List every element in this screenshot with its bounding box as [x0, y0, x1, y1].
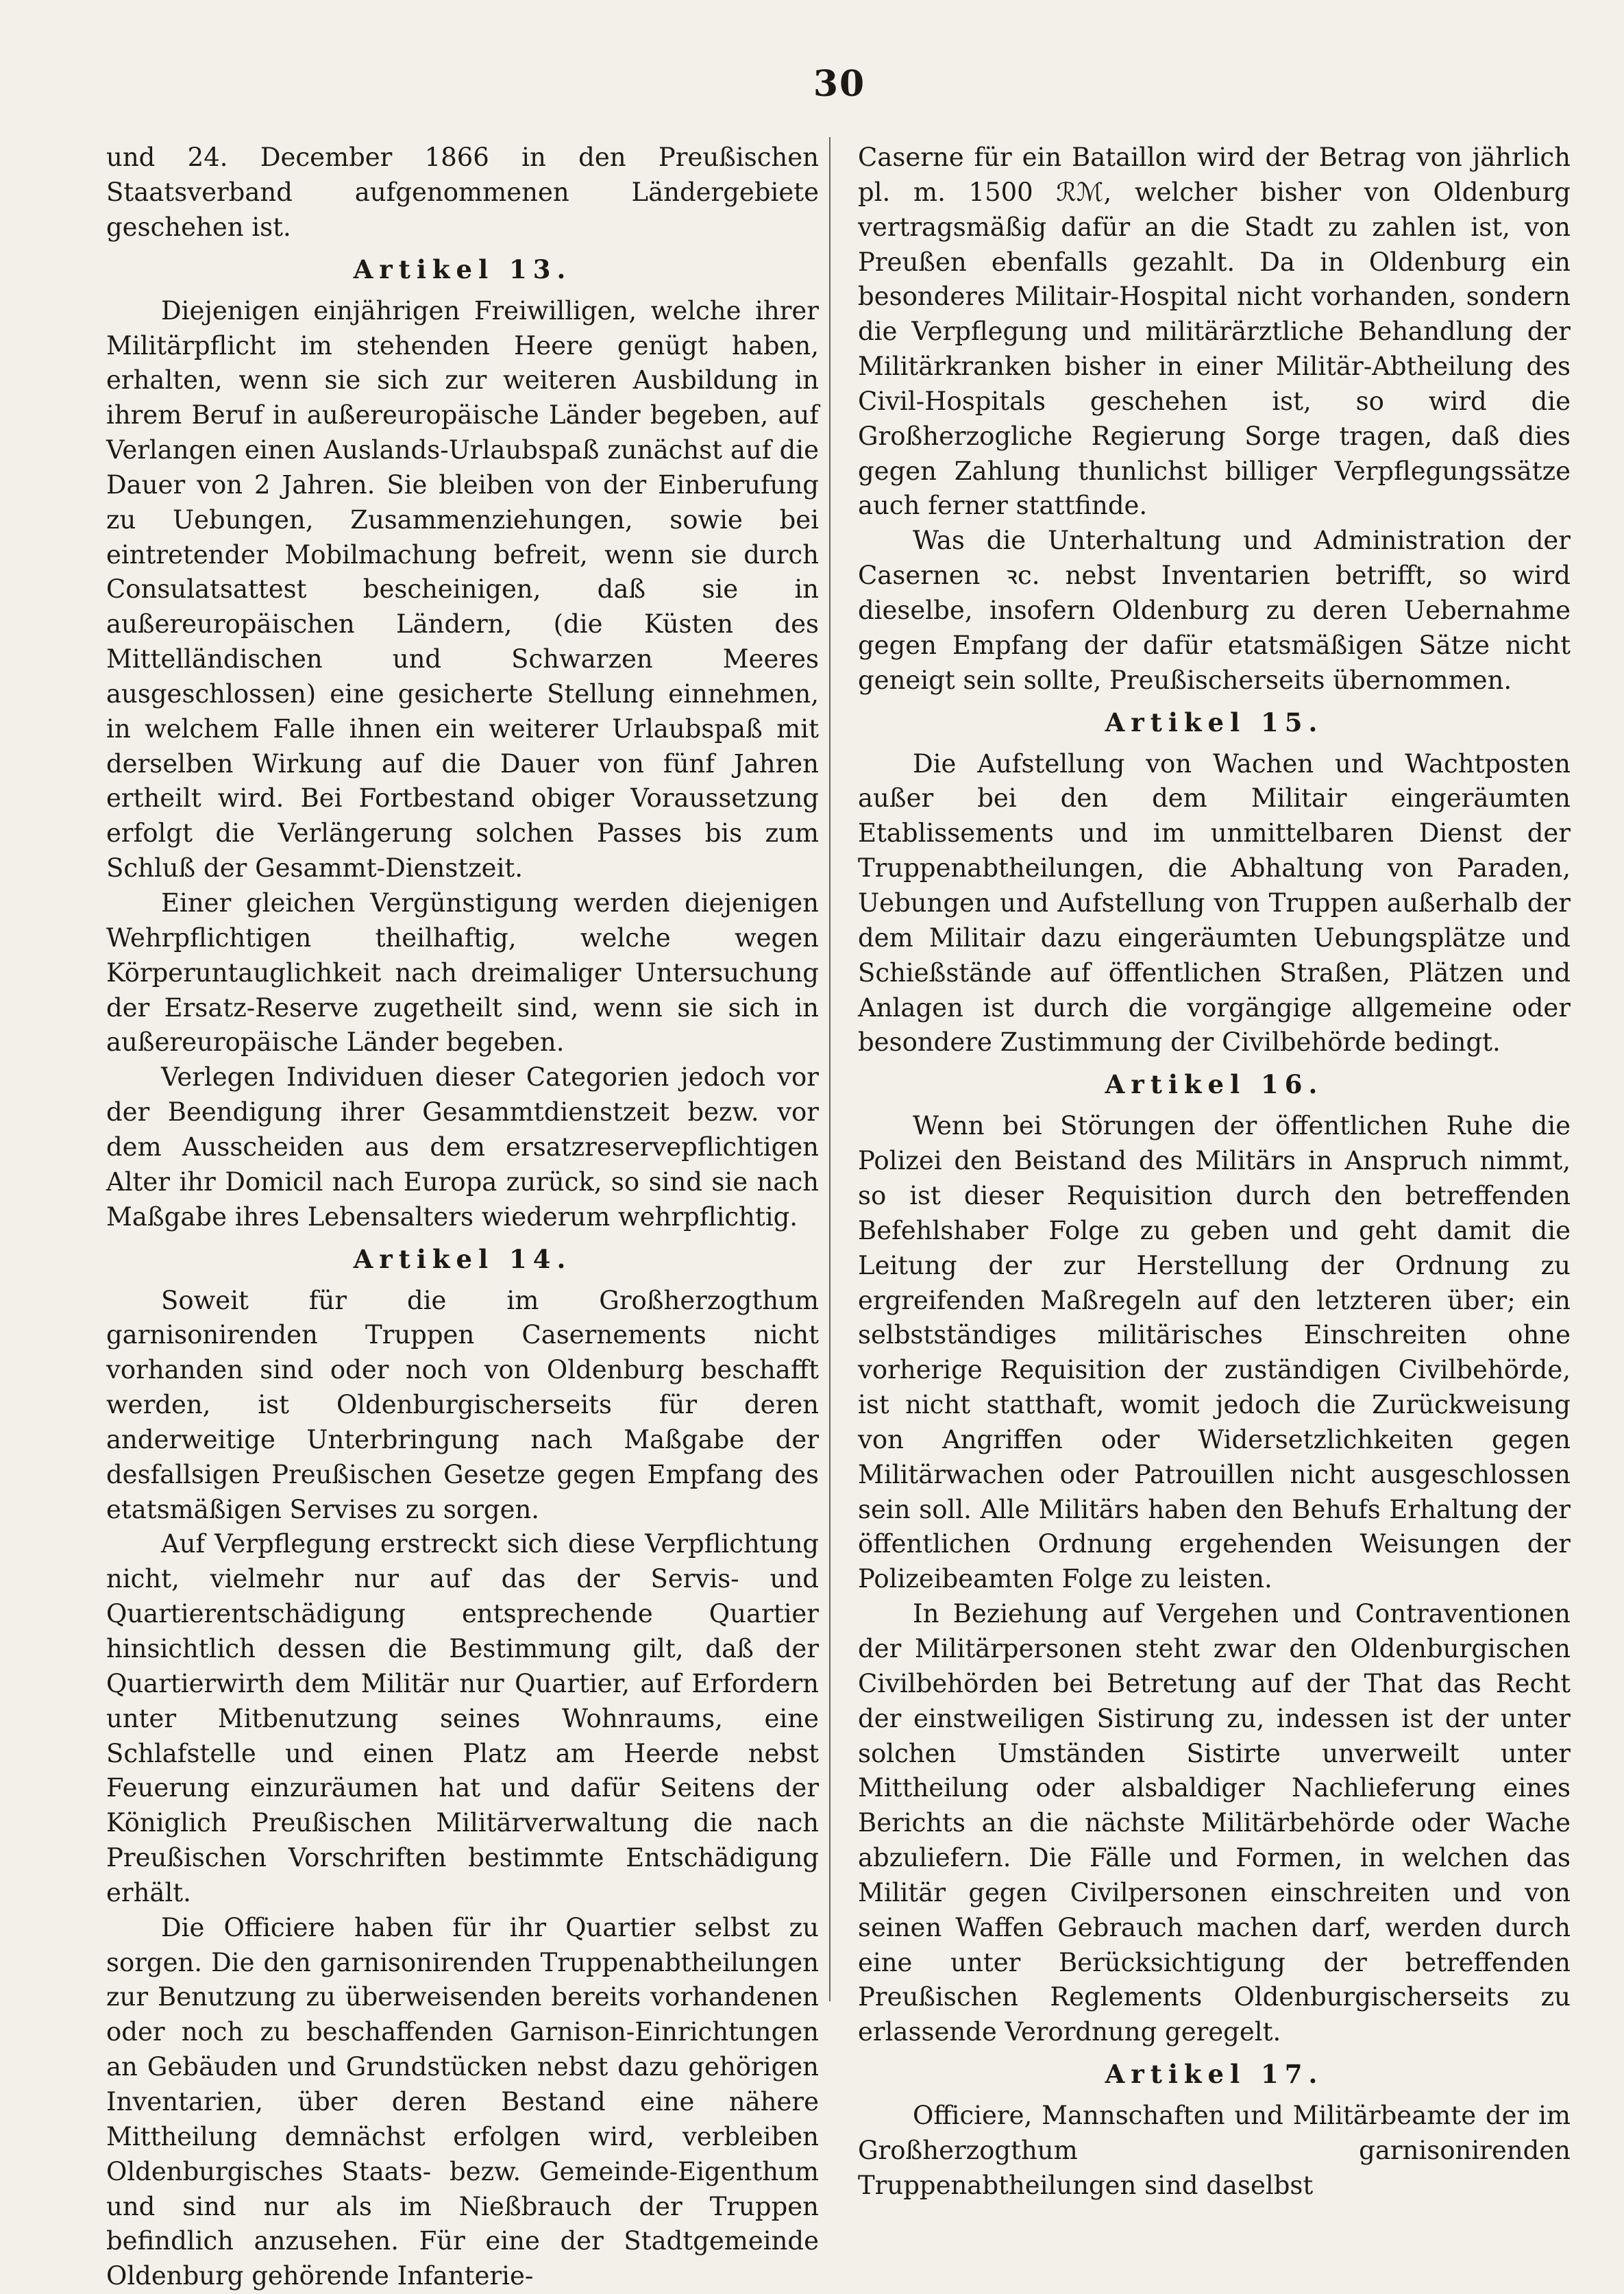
article-13-heading: Artikel 13. — [353, 254, 572, 284]
left-column — [106, 141, 819, 2294]
column-divider — [829, 137, 831, 2001]
article-16-paragraph-1: Wenn bei Störungen der öffentlichen Ruhe die Polizei den Beistand des Militärs in Anspruch nimmt, so ist dieser Requisition durch den betreffenden Befehlshaber Folge zu geben und geht damit die Leitung der zur Herstellung der Ordnung zu ergreifenden Maßregeln auf den letzteren über; ein selbstständiges militärisches Einschreiten ohne vorherige Requisition der zuständigen Civilbehörde, ist nicht statthaft, womit jedoch die Zurückweisung von Angriffen oder Widersetzlichkeiten gegen Militärwachen oder Patrouillen nicht ausgeschlossen sein soll. Alle Militärs haben den Behufs Erhaltung der öffentlichen Ordnung ergehenden Weisungen der Polizeibeamten Folge zu leisten. — [858, 1111, 1571, 1594]
article-15-paragraph-1: Die Aufstellung von Wachen und Wachtposten außer bei den dem Militair eingeräumten Etablissements und im unmittelbaren Dienst der Truppenabtheilungen, die Abhaltung von Paraden, Uebungen und Aufstellung von Truppen außerhalb der dem Militair dazu eingeräumten Uebungsplätze und Schießstände auf öffentlichen Straßen, Plätzen und Anlagen ist durch die vorgängige allgemeine oder besondere Zustimmung der Civilbehörde bedingt. — [858, 748, 1571, 1058]
article-14-paragraph-3: Die Officiere haben für ihr Quartier selbst zu sorgen. Die den garnisonirenden Truppenabtheilungen zur Benutzung zu überweisenden bereits vorhandenen oder noch zu beschaffenden Garnison-Einrichtungen an Gebäuden und Grundstücken nebst dazu gehörigen Inventarien, über deren Bestand eine nähere Mittheilung demnächst erfolgen wird, verbleiben Oldenburgisches Staats- bezw. Gemeinde-Eigenthum und sind nur als im Nießbrauch der Truppen befindlich anzusehen. Für eine der Stadtgemeinde Oldenburg gehörende Infanterie- — [106, 1912, 819, 2291]
article-14-paragraph-2: Auf Verpflegung erstreckt sich diese Verpflichtung nicht, vielmehr nur auf das der Servis- und Quartierentschädigung entsprechende Quartier hinsichtlich dessen die Bestimmung gilt, daß der Quartierwirth dem Militär nur Quartier, auf Erfordern unter Mitbenutzung seines Wohnraums, eine Schlafstelle und einen Platz am Heerde nebst Feuerung einzuräumen hat und dafür Seitens der Königlich Preußischen Militärverwaltung die nach Preußischen Vorschriften bestimmte Entschädigung erhält. — [106, 1529, 819, 1907]
article-17-heading: Artikel 17. — [1105, 2059, 1324, 2090]
article-14-heading: Artikel 14. — [353, 1243, 572, 1274]
intro-paragraph: und 24. December 1866 in den Preußischen Staatsverband aufgenommenen Ländergebiete geschehen ist. — [106, 143, 819, 242]
article-16-heading: Artikel 16. — [1105, 1069, 1324, 1100]
page-number: 30 — [813, 63, 866, 105]
article-14-paragraph-1: Soweit für die im Großherzogthum garnisonirenden Truppen Casernements nicht vorhanden sind oder noch von Oldenburg beschafft werden, ist Oldenburgischerseits für deren anderweitige Unterbringung nach Maßgabe der desfallsigen Preußischen Gesetze gegen Empfang des etatsmäßigen Servises zu sorgen. — [106, 1285, 819, 1524]
continuation-paragraph-1: Caserne für ein Bataillon wird der Betrag von jährlich pl. m. 1500 ℛℳ, welcher bisher von Oldenburg vertragsmäßig dafür an die Stadt zu zahlen ist, von Preußen ebenfalls gezahlt. Da in Oldenburg ein besonderes Militair-Hospital nicht vorhanden, sondern die Verpflegung und militärärztliche Behandlung der Militärkranken bisher in einer Militär-Abtheilung des Civil-Hospitals geschehen ist, so wird die Großherzogliche Regierung Sorge tragen, daß dies gegen Zahlung thunlichst billiger Verpflegungssätze auch ferner stattfinde. — [858, 143, 1571, 521]
article-13-paragraph-1: Diejenigen einjährigen Freiwilligen, welche ihrer Militärpflicht im stehenden Heere genügt haben, erhalten, wenn sie sich zur weiteren Ausbildung in ihrem Beruf in außereuropäische Länder begeben, auf Verlangen einen Auslands-Urlaubspaß zunächst auf die Dauer von 2 Jahren. Sie bleiben von der Einberufung zu Uebungen, Zusammenziehungen, sowie bei eintretender Mobilmachung befreit, wenn sie durch Consulatsattest bescheinigen, daß sie in außereuropäischen Ländern, (die Küsten des Mittelländischen und Schwarzen Meeres ausgeschlossen) eine gesicherte Stellung einnehmen, in welchem Falle ihnen ein weiterer Urlaubspaß mit derselben Wirkung auf die Dauer von fünf Jahren ertheilt wird. Bei Fortbestand obiger Voraussetzung erfolgt die Verlängerung solchen Passes bis zum Schluß der Gesammt-Dienstzeit. — [106, 295, 819, 883]
article-15-heading: Artikel 15. — [1105, 707, 1324, 737]
continuation-paragraph-2: Was die Unterhaltung und Administration der Casernen ꝛc. nebst Inventarien betrifft, so wird dieselbe, insofern Oldenburg zu deren Uebernahme gegen Empfang der dafür etatsmäßigen Sätze nicht geneigt sein sollte, Preußischerseits übernommen. — [858, 526, 1571, 695]
article-17-paragraph-1: Officiere, Mannschaften und Militärbeamte der im Großherzogthum garnisonirenden Truppenabtheilungen sind daselbst — [858, 2101, 1571, 2200]
right-column — [858, 141, 1571, 2204]
article-13-paragraph-2: Einer gleichen Vergünstigung werden diejenigen Wehrpflichtigen theilhaftig, welche wegen Körperuntauglichkeit nach dreimaliger Untersuchung der Ersatz-Reserve zugetheilt sind, wenn sie sich in außereuropäische Länder begeben. — [106, 888, 819, 1058]
article-16-paragraph-2: In Beziehung auf Vergehen und Contraventionen der Militärpersonen steht zwar den Oldenburgischen Civilbehörden bei Betretung auf der That das Recht der einstweiligen Sistirung zu, indessen ist der unter solchen Umständen Sistirte unverweilt unter Mittheilung oder alsbaldiger Nachlieferung eines Berichts an die nächste Militärbehörde oder Wache abzuliefern. Die Fälle und Formen, in welchen das Militär gegen Civilpersonen einschreiten und von seinen Waffen Gebrauch machen darf, werden durch eine unter Berücksichtigung der betreffenden Preußischen Reglements Oldenburgischerseits zu erlassende Verordnung geregelt. — [858, 1599, 1571, 2047]
article-13-paragraph-3: Verlegen Individuen dieser Categorien jedoch vor der Beendigung ihrer Gesammtdienstzeit bezw. vor dem Ausscheiden aus dem ersatzreservepflichtigen Alter ihr Domicil nach Europa zurück, so sind sie nach Maßgabe ihres Lebensalters wiederum wehrpflichtig. — [106, 1062, 819, 1232]
